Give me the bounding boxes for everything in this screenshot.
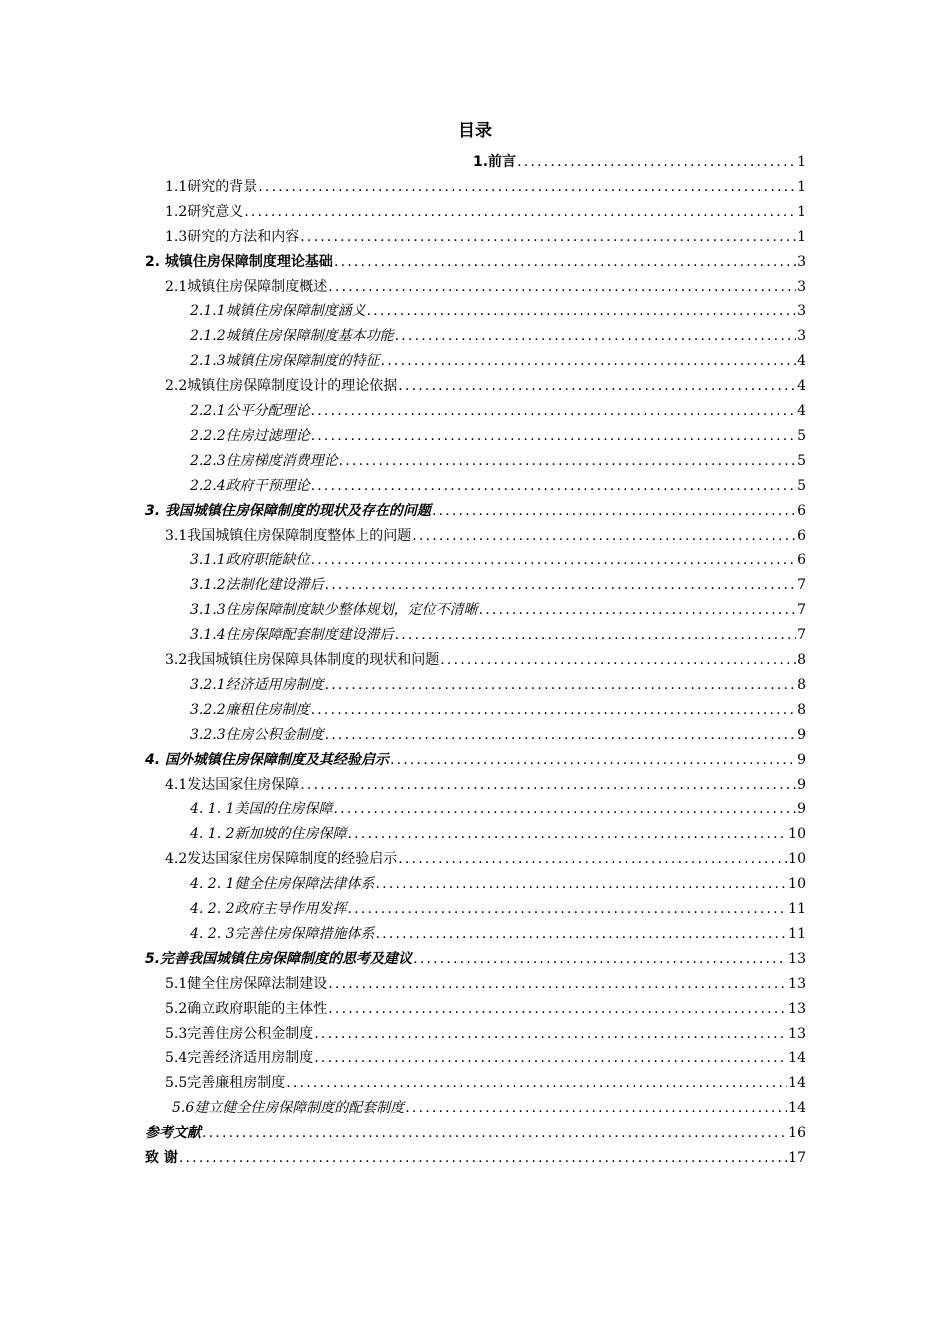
toc-entry-title: 4. 2. 3完善住房保障措施体系 (190, 925, 375, 942)
toc-entry[interactable] (165, 997, 806, 1022)
toc-page-number: 16 (788, 1125, 806, 1142)
toc-leader-dots (440, 648, 796, 673)
toc-entry[interactable] (165, 175, 806, 200)
toc-entry-title: 2.2.1公平分配理论 (190, 403, 310, 419)
toc-leader-dots (328, 275, 796, 300)
toc-leader-dots (390, 748, 796, 773)
toc-page-number: 3 (797, 328, 806, 345)
toc-leader-dots (405, 1096, 787, 1121)
toc-page-number: 4 (797, 353, 806, 370)
toc-entry-title: 3.2.3住房公积金制度 (190, 726, 324, 743)
toc-entry[interactable] (190, 698, 806, 723)
toc-entry-title: 4.1发达国家住房保障 (165, 776, 300, 793)
toc-entry-title: 2.1.2城镇住房保障制度基本功能 (190, 328, 394, 345)
toc-leader-dots (314, 1046, 787, 1071)
toc-entry-title: 3.1我国城镇住房保障制度整体上的问题 (165, 527, 412, 544)
toc-page-number: 11 (788, 925, 806, 942)
toc-entry[interactable] (190, 822, 806, 847)
toc-entry[interactable] (473, 150, 806, 175)
toc-leader-dots (517, 150, 796, 175)
toc-leader-dots (376, 922, 788, 947)
toc-entry-title: 5.4完善经济适用房制度 (165, 1050, 314, 1067)
toc-entry-title: 1.3研究的方法和内容 (165, 228, 300, 245)
toc-leader-dots (395, 324, 796, 349)
toc-page-number: 14 (788, 1050, 806, 1067)
toc-page-number: 13 (788, 1000, 806, 1017)
toc-entry[interactable] (190, 324, 806, 349)
toc-leader-dots (314, 1022, 787, 1047)
toc-entry-title: 2.2.2住房过滤理论 (190, 427, 310, 444)
toc-page-number: 3 (797, 303, 806, 320)
toc-entry[interactable] (165, 972, 806, 997)
toc-leader-dots (311, 474, 796, 499)
toc-leader-dots (398, 374, 796, 399)
toc-entry-title: 3.1.3住房保障制度缺少整体规划，定位不清晰 (190, 602, 478, 619)
toc-page-number: 13 (788, 950, 806, 967)
toc-entry-title: 3.2我国城镇住房保障具体制度的现状和问题 (165, 652, 440, 668)
toc-entry[interactable] (190, 897, 806, 922)
toc-entry-title: 3.1.1政府职能缺位 (190, 552, 310, 569)
toc-entry-title: 致 谢 (145, 1150, 178, 1166)
toc-entry-title: 3.2.2廉租住房制度 (190, 701, 310, 718)
toc-page-number: 10 (788, 851, 806, 868)
toc-page-number: 1 (797, 203, 806, 220)
toc-page-number: 11 (788, 901, 806, 917)
toc-entry-title: 3. 我国城镇住房保障制度的现状及存在的问题 (145, 502, 431, 519)
toc-entry-title: 4. 2. 1健全住房保障法律体系 (190, 876, 375, 893)
toc-page-number: 8 (797, 701, 806, 718)
toc-page-number: 4 (797, 403, 806, 419)
toc-entry[interactable] (172, 1096, 806, 1121)
toc-entry[interactable] (165, 1022, 806, 1047)
toc-entry[interactable] (145, 250, 806, 275)
toc-leader-dots (328, 972, 787, 997)
toc-page-number: 9 (797, 801, 806, 818)
toc-page-number: 9 (797, 776, 806, 793)
toc-entry[interactable] (190, 424, 806, 449)
toc-entry[interactable] (190, 573, 806, 598)
toc-entry[interactable] (190, 922, 806, 947)
toc-page-number: 5 (797, 427, 806, 444)
toc-entry[interactable] (190, 872, 806, 897)
toc-entry-title: 5.6建立健全住房保障制度的配套制度 (172, 1100, 405, 1117)
toc-entry-title: 5.1健全住房保障法制建设 (165, 975, 328, 992)
toc-entry[interactable] (165, 374, 806, 399)
toc-leader-dots (328, 997, 787, 1022)
toc-page-number: 6 (797, 502, 806, 519)
toc-leader-dots (311, 698, 796, 723)
toc-entry[interactable] (190, 548, 806, 573)
toc-entry-title: 2.1.3城镇住房保障制度的特征 (190, 353, 380, 370)
toc-page-number: 7 (797, 627, 806, 644)
toc-page-number: 13 (788, 975, 806, 992)
toc-leader-dots (286, 1071, 787, 1096)
toc-entry[interactable] (165, 1071, 806, 1096)
toc-leader-dots (300, 773, 796, 798)
toc-entry[interactable] (190, 299, 806, 324)
toc-page-number: 5 (797, 452, 806, 469)
toc-entry-title: 4.2发达国家住房保障制度的经验启示 (165, 851, 398, 868)
toc-page-number: 6 (797, 527, 806, 544)
toc-entry[interactable] (190, 449, 806, 474)
toc-entry-title: 参考文献 (145, 1125, 201, 1142)
toc-page-number: 13 (788, 1025, 806, 1042)
toc-page-number: 5 (797, 477, 806, 494)
toc-entry[interactable] (145, 1146, 806, 1171)
toc-entry-title: 4. 国外城镇住房保障制度及其经验启示 (145, 751, 389, 768)
toc-entry[interactable] (145, 499, 806, 524)
toc-page-number: 6 (797, 552, 806, 569)
toc-entry-title: 2. 城镇住房保障制度理论基础 (145, 253, 333, 270)
toc-entry[interactable] (190, 474, 806, 499)
toc-entry[interactable] (190, 598, 806, 623)
toc-page-number: 3 (797, 253, 806, 270)
toc-entry[interactable] (145, 947, 806, 972)
toc-entry[interactable] (165, 648, 806, 673)
toc-page-number: 8 (797, 676, 806, 693)
toc-leader-dots (202, 1121, 787, 1146)
toc-page-number: 17 (788, 1150, 806, 1166)
toc-entry[interactable] (165, 773, 806, 798)
toc-leader-dots (398, 847, 787, 872)
toc-entry[interactable] (165, 524, 806, 549)
toc-entry-title: 5.2确立政府职能的主体性 (165, 1000, 328, 1017)
toc-entry[interactable] (165, 847, 806, 872)
toc-entry-title: 5.5完善廉租房制度 (165, 1075, 286, 1092)
toc-page-number: 14 (788, 1100, 806, 1117)
toc-entry-title: 5.完善我国城镇住房保障制度的思考及建议 (145, 950, 413, 967)
toc-entry-title: 4. 2. 2政府主导作用发挥 (190, 901, 347, 917)
toc-leader-dots (412, 524, 796, 549)
toc-leader-dots (348, 897, 788, 922)
toc-entry[interactable] (190, 349, 806, 374)
toc-entry-title: 2.2.3住房梯度消费理论 (190, 452, 338, 469)
toc-leader-dots (325, 673, 796, 698)
toc-entry-title: 2.1城镇住房保障制度概述 (165, 278, 328, 295)
toc-leader-dots (348, 822, 788, 847)
toc-entry[interactable] (165, 200, 806, 225)
toc-leader-dots (311, 399, 796, 424)
toc-entry-title: 5.3完善住房公积金制度 (165, 1025, 314, 1042)
toc-leader-dots (311, 424, 796, 449)
toc-page-number: 3 (797, 278, 806, 295)
toc-entry-title: 3.2.1经济适用房制度 (190, 676, 324, 693)
toc-entry-title: 2.1.1城镇住房保障制度涵义 (190, 303, 366, 320)
toc-entry-title: 1.前言 (473, 154, 517, 170)
toc-leader-dots (179, 1146, 787, 1171)
toc-leader-dots (367, 299, 796, 324)
toc-entry[interactable] (190, 797, 806, 822)
toc-leader-dots (479, 598, 796, 623)
toc-entry-title: 1.2研究意义 (165, 203, 244, 220)
toc-entry[interactable] (190, 623, 806, 648)
toc-leader-dots (381, 349, 796, 374)
toc-leader-dots (325, 573, 796, 598)
toc-entry[interactable] (165, 275, 806, 300)
toc-leader-dots (258, 175, 796, 200)
toc-page-number: 9 (797, 751, 806, 768)
toc-entry-title: 4. 1. 2新加坡的住房保障 (190, 826, 347, 843)
toc-entry[interactable] (190, 673, 806, 698)
toc-page-number: 8 (797, 652, 806, 668)
toc-page-number: 1 (797, 154, 806, 170)
toc-entry[interactable] (190, 723, 806, 748)
toc-page-number: 7 (797, 577, 806, 594)
toc-entry[interactable] (165, 1046, 806, 1071)
toc-entry[interactable] (165, 225, 806, 250)
toc-leader-dots (376, 872, 788, 897)
toc-entry-title: 3.1.4住房保障配套制度建设滞后 (190, 627, 394, 644)
toc-page-number: 14 (788, 1075, 806, 1092)
toc-page-number: 1 (797, 228, 806, 245)
toc-leader-dots (311, 548, 796, 573)
toc-entry-title: 2.2城镇住房保障制度设计的理论依据 (165, 378, 398, 395)
toc-leader-dots (339, 449, 796, 474)
toc-page-number: 4 (797, 378, 806, 395)
toc-leader-dots (334, 797, 797, 822)
toc-leader-dots (395, 623, 796, 648)
toc-entry-title: 4. 1. 1美国的住房保障 (190, 801, 333, 818)
toc-leader-dots (413, 947, 787, 972)
toc-page-number: 10 (788, 876, 806, 893)
toc-leader-dots (325, 723, 796, 748)
toc-leader-dots (334, 250, 796, 275)
toc-leader-dots (432, 499, 796, 524)
toc-entry-title: 1.1研究的背景 (165, 178, 258, 195)
toc-entry[interactable] (145, 748, 806, 773)
toc-entry-title: 2.2.4政府干预理论 (190, 477, 310, 494)
toc-page-number: 10 (788, 826, 806, 843)
toc-entry[interactable] (190, 399, 806, 424)
toc-page-number: 9 (797, 726, 806, 743)
toc-page-number: 7 (797, 602, 806, 619)
toc-entry[interactable] (145, 1121, 806, 1146)
toc-leader-dots (300, 225, 796, 250)
toc-page-number: 1 (797, 178, 806, 195)
page-title: 目录 (458, 121, 492, 141)
toc-leader-dots (244, 200, 796, 225)
toc-entry-title: 3.1.2法制化建设滞后 (190, 577, 324, 594)
